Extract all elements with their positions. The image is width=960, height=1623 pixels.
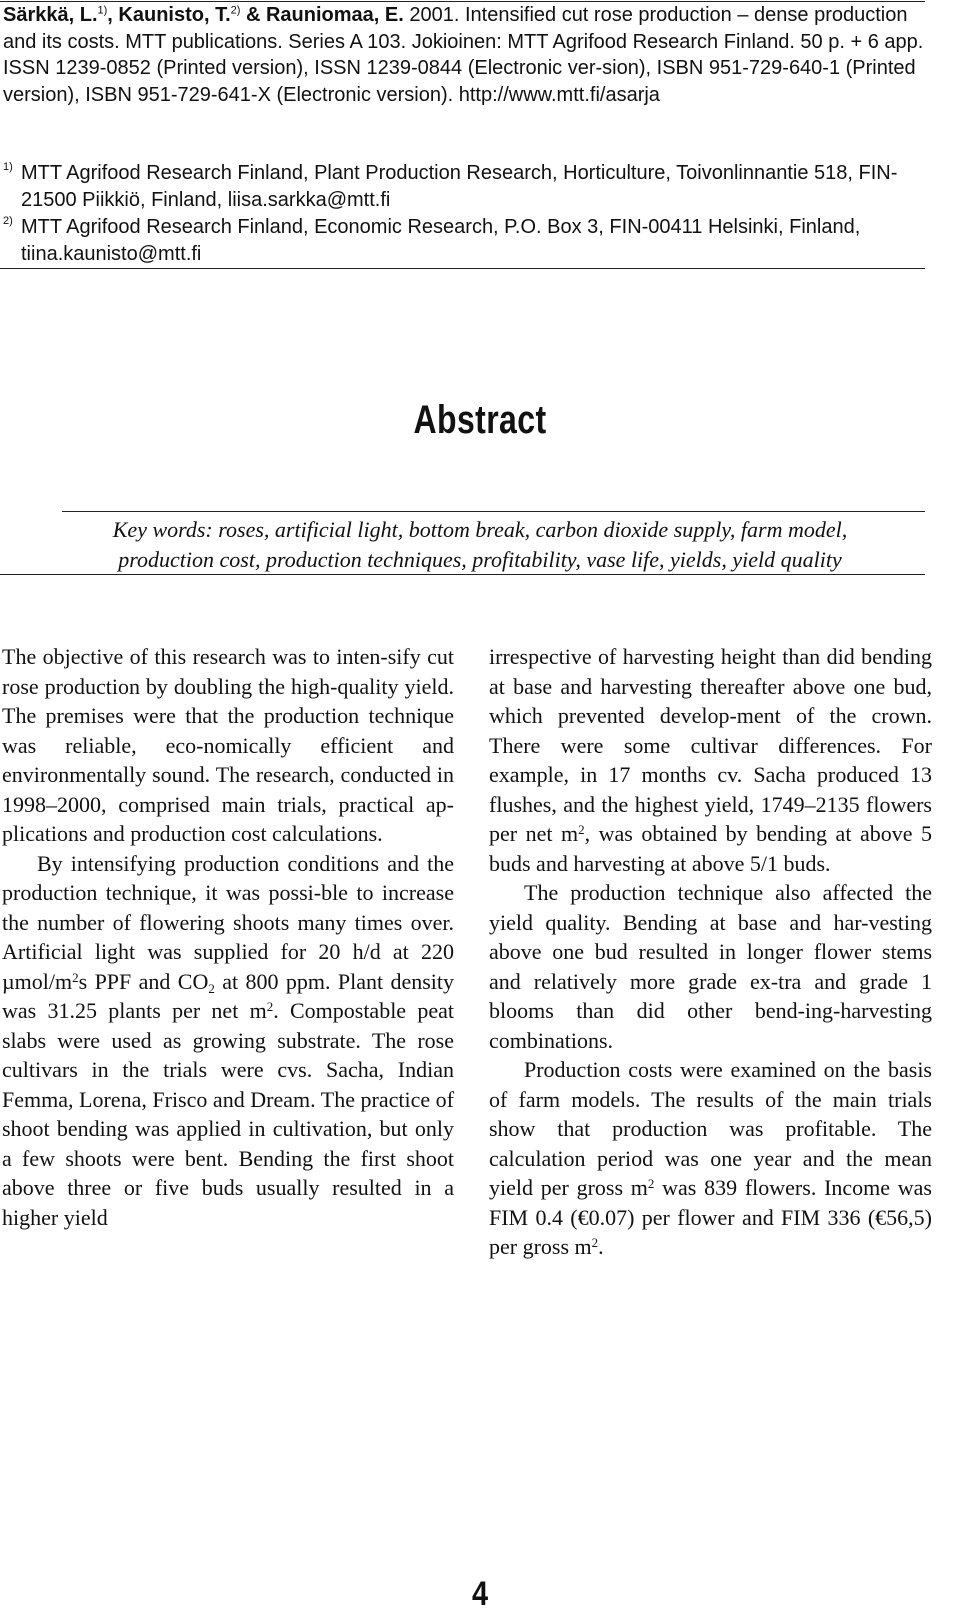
left-p2-sup-1: 2 (72, 969, 79, 985)
right-paragraph-3 (489, 1055, 932, 1262)
right-p3-sup-2: 2 (591, 1235, 599, 1250)
left-p2-sub: 2 (208, 980, 215, 996)
right-paragraph-2: The production technique also affected the yield quality. Bending at base and har-vesting above one bud resulted in longer flower stems and relatively more grade ex-tra and grade 1 blooms than did other bend-ing-harvesting combinations. (489, 880, 932, 1053)
left-column (2, 642, 454, 1232)
citation-author-2: , Kaunisto, T. (107, 4, 231, 26)
left-paragraph-1: The objective of this research was to inten-sify cut rose production by doubling the high-quality yield. The premises were that the production technique was reliable, eco-nomically efficient and environmentally sound. The research, conducted in 1998–2000, comprised main trials, practical ap-plications and production cost calculations. (2, 644, 454, 846)
right-paragraph-1 (489, 642, 932, 878)
keywords-bottom-rule (0, 574, 925, 575)
right-p1-sup: 2 (578, 822, 585, 837)
affiliation-2-number: 2) (3, 215, 13, 227)
right-p3-text-c: . (598, 1234, 604, 1259)
right-p3-text-b: was 839 flowers. Income was FIM 0.4 (€0.07) per flower and FIM 336 (€56,5) per gross m (489, 1175, 932, 1259)
right-p1-text-b: , was obtained by bending at above 5 buds and harvesting at above 5/1 buds. (489, 821, 932, 876)
affiliation-1 (3, 160, 933, 213)
left-p2-sup-2: 2 (266, 999, 274, 1014)
right-p1-text-a: irrespective of harvesting height than did bending at base and harvesting thereafter above one bud, which prevented develop-ment of the crown. There were some cultivar differences. For example, in 17 months cv. Sacha produced 13 flushes, and the highest yield, 1749–2135 flowers per net m (489, 644, 932, 846)
citation-author-3: & Rauniomaa, E. (240, 4, 404, 26)
right-p3-text-a: Production costs were examined on the basis of farm models. The results of the main trials show that production was profitable. The calculation period was one year and the mean yield per gross m (489, 1057, 932, 1200)
left-p2-text-c: at 800 ppm. Plant density was 31.25 plants per net m (2, 968, 455, 1023)
abstract-title: Abstract (413, 398, 547, 442)
left-p2-text-a: By intensifying production conditions and the production technique, it was possi-ble to increase the number of flowering shoots many times over. Artificial light was supplied for 20 h/d at 220 µmol/m (2, 850, 454, 994)
keywords-line-2: production cost, production techniques, profitability, vase life, yields, yield quality (118, 547, 842, 572)
citation-sup-2: 2) (230, 4, 241, 17)
header-bottom-rule (0, 268, 925, 269)
left-p2-text-b: s PPF and CO (78, 968, 209, 994)
affiliation-1-text: MTT Agrifood Research Finland, Plant Production Research, Horticulture, Toivonlinnantie 518, FIN-21500 Piikkiö, Finland, liisa.sarkka@mtt.fi (21, 162, 898, 211)
affiliation-1-number: 1) (3, 161, 13, 173)
keywords-line-1: Key words: roses, artificial light, bottom break, carbon dioxide supply, farm model, (112, 517, 848, 542)
citation-author-1: Särkkä, L. (3, 4, 98, 26)
left-p2-text-d: . Compostable peat slabs were used as growing substrate. The rose cultivars in the trials were cvs. Sacha, Indian Femma, Lorena, Frisco and Dream. The practice of shoot bending was applied in cultivation, but only a few shoots were bent. Bending the first shoot above three or five buds usually resulted in a higher yield (2, 998, 454, 1230)
left-paragraph-2 (2, 849, 454, 1233)
right-p3-sup-1: 2 (647, 1176, 655, 1191)
citation-text: 2001. Intensified cut rose production – dense production and its costs. MTT publications. Series A 103. Jokioinen: MTT Agrifood Research Finland. 50 p. + 6 app. ISSN 1239-0852 (Printed version), ISSN 1239-0844 (Electronic ver-sion), ISBN 951-729-640-1 (Printed version), ISBN 951-729-641-X (Electronic version). http://www.mtt.fi/asarja (3, 4, 924, 106)
right-column (489, 642, 932, 1262)
affiliation-2-text: MTT Agrifood Research Finland, Economic Research, P.O. Box 3, FIN-00411 Helsinki, Finland, tiina.kaunisto@mtt.fi (21, 216, 861, 265)
keywords-block (0, 515, 960, 575)
affiliation-2 (3, 214, 933, 267)
keywords-top-rule (62, 511, 925, 512)
page-number: 4 (471, 1575, 489, 1613)
citation-sup-1: 1) (97, 4, 108, 17)
citation-block (3, 2, 933, 108)
